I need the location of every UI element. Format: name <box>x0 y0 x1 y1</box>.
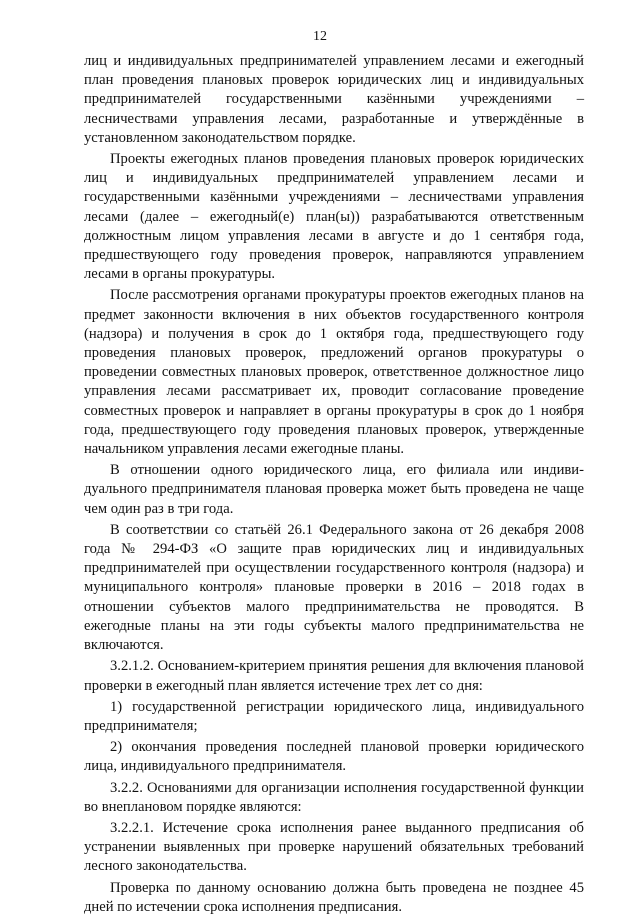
paragraph-inspection-frequency: В отношении одного юридического лица, его филиала или индивидуального предпринимателя плановая проверка может быть проведена не чаще чем один раз в три года. <box>84 462 584 517</box>
paragraph-item-2: 2) окончания проведения последней плановой проверки юридического лица, индивидуального предпринимателя. <box>84 739 584 775</box>
paragraph-item-1: 1) государственной регистрации юридического лица, индивидуального предпринимателя; <box>84 698 584 734</box>
paragraph-3-2-2-1: 3.2.2.1. Истечение срока исполнения ранее выданного предписания об устранении выявленных при проверке нарушений обязательных требований лесного законодательства. <box>84 819 584 875</box>
paragraph-draft-plans: Проекты ежегодных планов проведения плановых проверок юридических лиц и индивидуальных предпринимателей управлением лесами и государственными казёнными учреждениями – лесничествами управления лесами (далее – ежегодный(е) план(ы)) разрабатываются ответственным должностным лицом управления лесами в августе и до 1 сентября года, предшествующего году проведения проверок, направляются управлением лесами в органы прокуратуры. <box>84 151 584 283</box>
page-number: 12 <box>313 29 327 44</box>
paragraph-deadline: Проверка по данному основанию должна быть проведена не позднее 45 дней по истечении срока исполнения предписания. <box>84 879 584 915</box>
paragraph-small-business: В соответствии со статьёй 26.1 Федерального закона от 26 декабря 2008 года № 294-ФЗ «О защите прав юридических лиц и индивидуальных предпринимателей при осуществлении государственного контроля (надзора) и муниципального контроля» плановые проверки в 2016 – 2018 годах в отношении субъектов малого предпринимательства не проводятся. В ежегодные планы на эти годы субъекты малого предпринимательства не включаются. <box>84 521 584 654</box>
paragraph-plans-continuation: лиц и индивидуальных предпринимателей управлением лесами и ежегодный план проведения плановых проверок юридических лиц и индивидуальных предпринимателей государственными казёнными учреждениями – лесничествами управления лесами, разработанные и утверждённые в установленном законодательством порядке. <box>84 53 584 146</box>
document-body <box>84 52 584 917</box>
paragraph-3-2-2: 3.2.2. Основаниями для организации исполнения государственной функции во внеплановом порядке являются: <box>84 779 584 815</box>
paragraph-prosecutor-review: После рассмотрения органами прокуратуры проектов ежегодных планов на предмет законности включения в них объектов государственного контроля (надзора) и получения в срок до 1 октября года, предшествующего году проведения плановых проверок, предложений органов прокуратуры о проведении совместных плановых проверок, ответственное должностное лицо управления лесами рассматривает их, проводит согласование проведение совместных проверок и направляет в органы прокуратуры в срок до 1 ноября года, предшествующего году проведения плановых проверок, утвержденные начальником управления лесами ежегодные планы. <box>84 287 584 458</box>
paragraph-3-2-1-2: 3.2.1.2. Основанием-критерием принятия решения для включения плановой проверки в ежегодный план является истечение трех лет со дня: <box>84 658 584 694</box>
